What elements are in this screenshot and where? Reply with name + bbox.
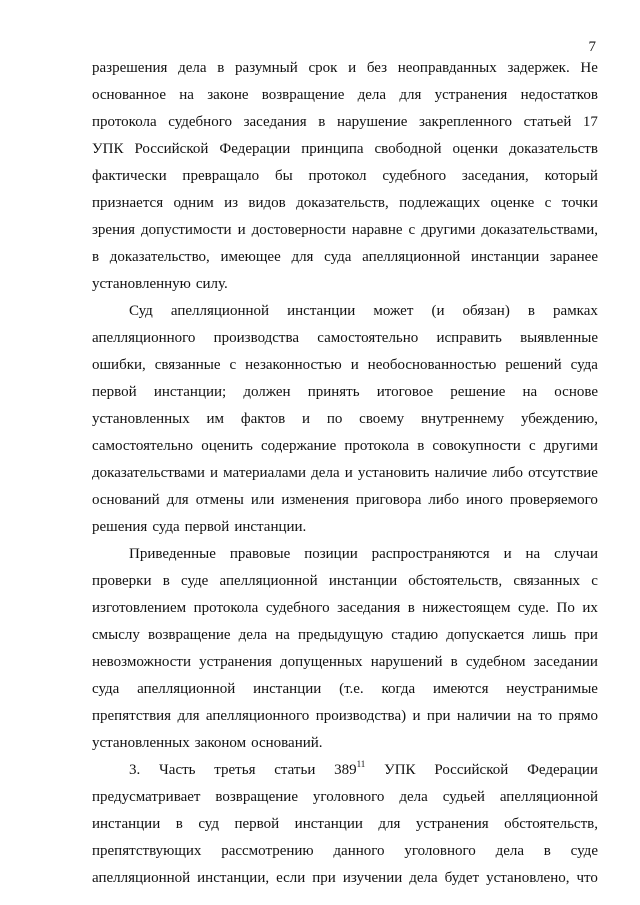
word: для	[399, 87, 422, 103]
word: 3.	[129, 762, 141, 778]
word: заседания	[243, 114, 307, 130]
word: данного	[333, 843, 385, 859]
text-line	[92, 325, 598, 352]
word: им	[206, 411, 225, 427]
word: наличии	[456, 708, 511, 724]
word: будет	[444, 870, 480, 886]
text-line	[92, 757, 598, 784]
word: Часть	[159, 762, 196, 778]
word: дела	[399, 789, 428, 805]
word: фактов	[240, 411, 286, 427]
word: связанные	[154, 357, 221, 373]
word: Суд	[129, 303, 153, 319]
word: силу.	[195, 276, 228, 292]
word: доказательств,	[296, 195, 389, 211]
word: Российской	[134, 141, 209, 157]
word: иного	[466, 492, 503, 508]
word: изменения	[281, 492, 349, 508]
word: дела	[311, 465, 340, 481]
word: препятствия	[92, 708, 172, 724]
word: основанное	[92, 87, 166, 103]
word: дела	[409, 870, 438, 886]
word: апелляционного	[92, 330, 196, 346]
word: совокупности	[432, 438, 521, 454]
word: $389^{11}$	[334, 759, 366, 778]
word: и	[302, 411, 311, 427]
word: изготовлением	[92, 600, 187, 616]
text-line	[92, 649, 598, 676]
word: обязан)	[462, 303, 510, 319]
word: (и	[431, 303, 445, 319]
text-line	[92, 622, 598, 649]
text-line	[92, 460, 598, 487]
word: предыдущую	[298, 627, 384, 643]
word: либо	[428, 492, 460, 508]
word: предусматривает	[92, 789, 201, 805]
word: суда	[570, 357, 598, 373]
word: содержание	[260, 438, 337, 454]
word: в	[92, 249, 100, 265]
word: возвращение	[147, 627, 231, 643]
word: на	[179, 87, 194, 103]
text-line	[92, 217, 598, 244]
word: инстанции	[92, 816, 161, 832]
word: допускается	[446, 627, 525, 643]
word: протокола	[193, 600, 259, 616]
word: Федерации	[219, 141, 291, 157]
word: принять	[307, 384, 360, 400]
word: самостоятельно	[92, 438, 194, 454]
word: протокол	[308, 168, 367, 184]
word: апелляционной	[219, 573, 318, 589]
word: проверяемого	[509, 492, 598, 508]
text-line	[92, 298, 598, 325]
document-body	[92, 55, 598, 892]
word: выявленные	[520, 330, 598, 346]
word: в	[417, 438, 425, 454]
word: оценке	[490, 195, 535, 211]
word: допустимости	[141, 222, 232, 238]
word: суд	[198, 816, 219, 832]
text-line	[92, 352, 598, 379]
word: законе	[207, 87, 249, 103]
word: суда	[152, 519, 180, 535]
text-line	[92, 676, 598, 703]
text-line	[92, 82, 598, 109]
word: оценить	[201, 438, 253, 454]
word: Российской	[434, 762, 509, 778]
word: инстанции	[253, 681, 322, 697]
word: рамках	[553, 303, 598, 319]
word: признается	[92, 195, 164, 211]
word: в	[543, 843, 551, 859]
word: установленных	[92, 411, 190, 427]
word: либо	[492, 465, 524, 481]
word: задержек.	[507, 60, 570, 76]
word: фактически	[92, 168, 167, 184]
word: невозможности	[92, 654, 192, 670]
word: с	[544, 195, 552, 211]
word: то	[538, 708, 553, 724]
word: и	[344, 465, 353, 481]
word: другими	[543, 438, 598, 454]
superscript: 11	[356, 759, 366, 769]
text-line	[92, 190, 598, 217]
word: судебного	[382, 168, 447, 184]
word: что	[576, 870, 598, 886]
word: своему	[359, 411, 405, 427]
word: протокола	[92, 114, 157, 130]
word: решение	[450, 384, 506, 400]
word: разумный	[235, 60, 298, 76]
word: апелляционной	[170, 303, 270, 319]
word: инстанции,	[197, 870, 270, 886]
word: заседания,	[461, 168, 529, 184]
text-line	[92, 811, 598, 838]
word: срок	[308, 60, 338, 76]
word: нижестоящем	[422, 600, 511, 616]
word: уголовного	[404, 843, 476, 859]
word: заранее	[549, 249, 598, 265]
word: с	[229, 357, 237, 373]
word: дела	[357, 87, 387, 103]
text-line	[92, 55, 598, 82]
word: Не	[580, 60, 598, 76]
word: решений	[505, 357, 562, 373]
word: судьей	[442, 789, 485, 805]
word: связанных	[513, 573, 581, 589]
word: внутреннему	[420, 411, 505, 427]
word: оснований	[92, 492, 160, 508]
word: правовые	[229, 546, 291, 562]
word: препятствующих	[92, 843, 202, 859]
word: обстоятельств,	[408, 573, 503, 589]
word: инстанции.	[234, 519, 307, 535]
word: бы	[275, 168, 293, 184]
word: и	[412, 708, 421, 724]
word: неустранимые	[506, 681, 598, 697]
word: убеждению,	[520, 411, 598, 427]
text-line	[92, 784, 598, 811]
word: апелляционной	[499, 789, 598, 805]
word: в	[407, 600, 415, 616]
word: незаконностью	[245, 357, 342, 373]
word: УПК	[384, 762, 416, 778]
word: и	[503, 546, 512, 562]
word: 17	[582, 114, 598, 130]
word: точки	[561, 195, 598, 211]
word: третья	[214, 762, 256, 778]
word: доказательствами	[92, 465, 205, 481]
word: который	[544, 168, 598, 184]
word: оснований.	[251, 735, 323, 751]
word: инстанции	[471, 249, 540, 265]
word: в	[318, 114, 326, 130]
word: для	[177, 708, 200, 724]
word: устранения	[199, 654, 272, 670]
text-line	[92, 136, 598, 163]
word: дела	[178, 60, 207, 76]
word: с	[408, 222, 416, 238]
word: судебном	[465, 654, 526, 670]
word: инстанции;	[153, 384, 227, 400]
word: законом	[194, 735, 247, 751]
word: уголовного	[312, 789, 385, 805]
word: (т.е.	[339, 681, 364, 697]
word: нарушение	[336, 114, 408, 130]
word: на	[275, 627, 290, 643]
word: из	[224, 195, 239, 211]
word: превращало	[182, 168, 260, 184]
word: апелляционного	[205, 708, 310, 724]
word: случаи	[554, 546, 598, 562]
word: смыслу	[92, 627, 140, 643]
word: основе	[554, 384, 598, 400]
word: видов	[248, 195, 286, 211]
word: доказательствами,	[481, 222, 598, 238]
word: при	[426, 708, 451, 724]
word: и	[210, 465, 219, 481]
word: допущенных	[280, 654, 363, 670]
word: материалами	[223, 465, 307, 481]
text-line	[92, 595, 598, 622]
word: нарушений	[370, 654, 443, 670]
word: доказательство,	[109, 249, 210, 265]
text-line	[92, 838, 598, 865]
word: инстанции	[328, 573, 398, 589]
word: исправить	[436, 330, 502, 346]
word: устранения	[415, 816, 489, 832]
word: производства)	[315, 708, 407, 724]
text-line	[92, 163, 598, 190]
word: при	[312, 870, 336, 886]
word: достоверности	[251, 222, 346, 238]
word: их	[582, 600, 598, 616]
word: необоснованностью	[367, 357, 497, 373]
word: для	[166, 492, 189, 508]
word: Федерации	[527, 762, 598, 778]
word: установленных	[92, 735, 190, 751]
word: заседании	[533, 654, 598, 670]
word: без	[366, 60, 388, 76]
word: суде.	[517, 600, 550, 616]
word: по	[326, 411, 343, 427]
text-line	[92, 433, 598, 460]
word: одним	[173, 195, 214, 211]
word: при	[574, 627, 598, 643]
word: обстоятельств,	[504, 816, 598, 832]
word: оценки	[452, 141, 499, 157]
text-line	[92, 514, 598, 541]
word: инстанции	[287, 303, 356, 319]
text-line	[92, 406, 598, 433]
word: имеющее	[220, 249, 281, 265]
word: зрения	[92, 222, 136, 238]
word: и	[348, 60, 357, 76]
page-number: 7	[588, 39, 596, 55]
word: имеются	[433, 681, 489, 697]
word: закрепленного	[418, 114, 513, 130]
word: наравне	[351, 222, 403, 238]
text-line	[92, 568, 598, 595]
text-line	[92, 730, 598, 757]
word: и	[237, 222, 246, 238]
word: устранения	[434, 87, 508, 103]
word: стадию	[391, 627, 439, 643]
word: первой	[92, 384, 137, 400]
word: первой	[234, 816, 280, 832]
word: суде	[181, 573, 209, 589]
word: доказательств	[509, 141, 598, 157]
word: недостатков	[520, 87, 598, 103]
word: подлежащих	[399, 195, 481, 211]
word: апелляционной	[362, 249, 461, 265]
word: с	[528, 438, 536, 454]
word: прямо	[558, 708, 598, 724]
word: дела	[238, 627, 268, 643]
word: установить	[357, 465, 430, 481]
word: ошибки,	[92, 357, 146, 373]
word: приговора	[355, 492, 422, 508]
word: судебного	[168, 114, 232, 130]
text-line	[92, 109, 598, 136]
text-line	[92, 487, 598, 514]
word: суда	[92, 681, 120, 697]
word: статьей	[523, 114, 572, 130]
word: производства	[213, 330, 300, 346]
word: апелляционной	[92, 870, 191, 886]
word: позиции	[304, 546, 358, 562]
word: Приведенные	[129, 546, 216, 562]
word: отсутствие	[528, 465, 598, 481]
word: для	[291, 249, 314, 265]
word: суде	[570, 843, 598, 859]
word: статьи	[274, 762, 316, 778]
word: инстанции	[294, 816, 363, 832]
word: изучении	[342, 870, 403, 886]
word: решения	[92, 519, 148, 535]
word: первой	[184, 519, 230, 535]
word: на	[522, 384, 538, 400]
word: в	[217, 60, 225, 76]
word: принципа	[301, 141, 364, 157]
word: суда	[324, 249, 352, 265]
word: итоговое	[376, 384, 434, 400]
word: установлено,	[486, 870, 570, 886]
word: протокола	[344, 438, 410, 454]
word: лишь	[532, 627, 567, 643]
word: разрешения	[92, 60, 168, 76]
word: когда	[381, 681, 416, 697]
word: на	[517, 708, 532, 724]
word: в	[450, 654, 458, 670]
word: неоправданных	[397, 60, 497, 76]
text-line	[92, 703, 598, 730]
text-line	[92, 379, 598, 406]
word: свободной	[374, 141, 442, 157]
word: УПК	[92, 141, 124, 157]
word: должен	[243, 384, 291, 400]
word: самостоятельно	[317, 330, 419, 346]
word: для	[378, 816, 401, 832]
word: и	[350, 357, 359, 373]
word: судебного	[265, 600, 330, 616]
word: апелляционной	[137, 681, 236, 697]
text-line	[92, 541, 598, 568]
word: дела	[495, 843, 525, 859]
word: установленную	[92, 276, 191, 292]
word: может	[373, 303, 414, 319]
word: в	[162, 573, 170, 589]
word: в	[527, 303, 535, 319]
word: с	[591, 573, 598, 589]
text-line	[92, 865, 598, 892]
word: проверки	[92, 573, 152, 589]
word: По	[556, 600, 575, 616]
word: в	[175, 816, 183, 832]
word: или	[250, 492, 275, 508]
word: на	[525, 546, 541, 562]
word: наличие	[434, 465, 488, 481]
word: заседания	[337, 600, 401, 616]
text-line	[92, 244, 598, 271]
text-line	[92, 271, 598, 298]
word: если	[276, 870, 306, 886]
word: рассмотрению	[221, 843, 314, 859]
word: отмены	[195, 492, 244, 508]
word: возвращение	[261, 87, 345, 103]
word: распространяются	[371, 546, 490, 562]
word: другими	[421, 222, 476, 238]
word: возвращение	[215, 789, 298, 805]
